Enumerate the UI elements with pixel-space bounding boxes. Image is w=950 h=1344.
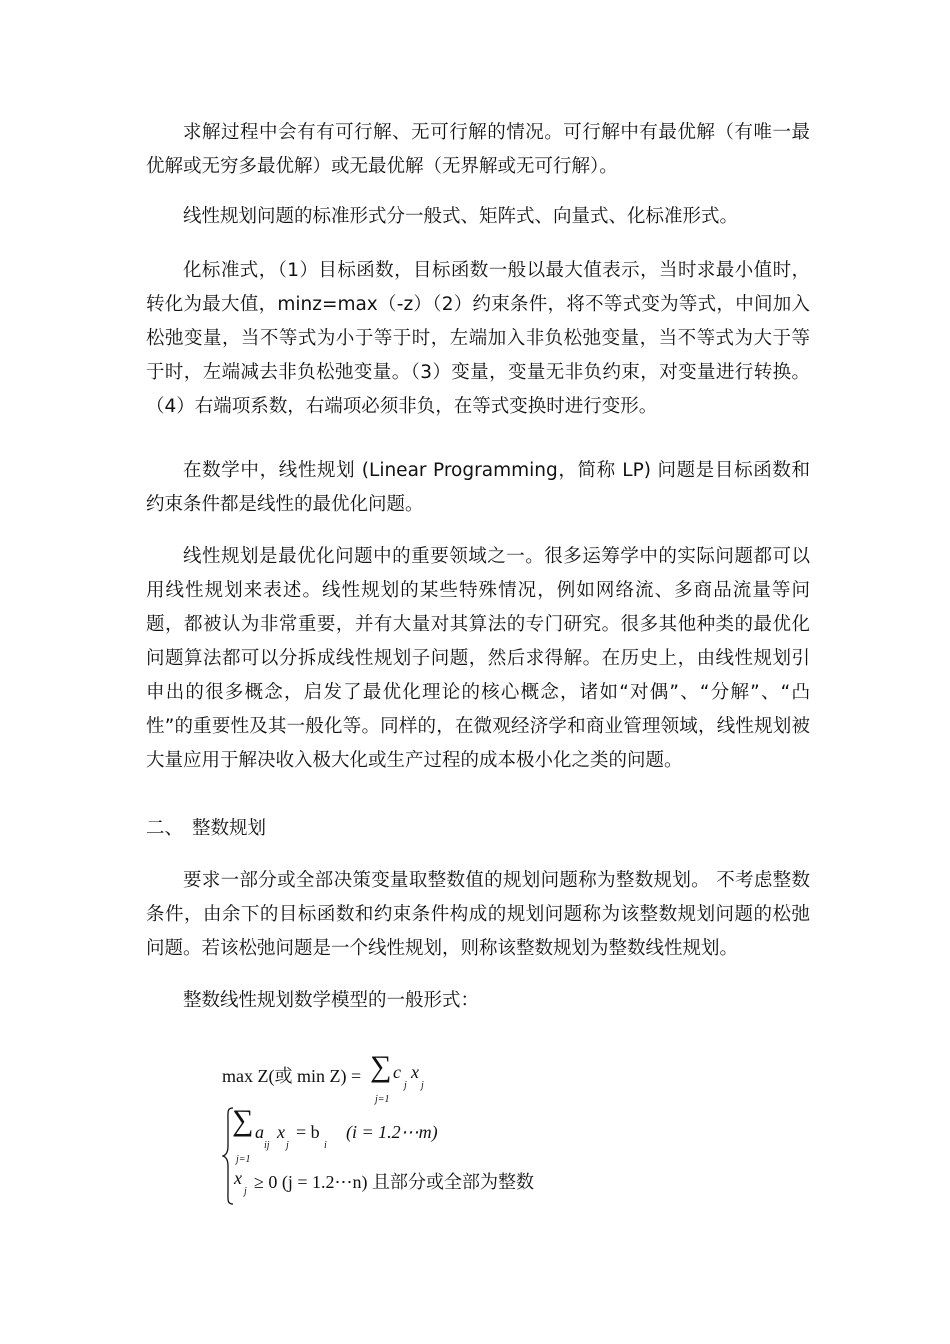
paragraph-standardization: 化标准式，（1）目标函数，目标函数一般以最大值表示，当时求最小值时，转化为最大值，minz=max（-z）（2）约束条件，将不等式变为等式，中间加入松弛变量，当不等式为小于等于时，左端加入非负松弛变量，当不等式为大于等于时，左端减去非负松弛变量。（3）变量，变量无非负约束，对变量进行转换。（4）右端项系数，右端项必须非负，在等式变换时进行变形。 <box>146 260 810 417</box>
formula-constraint-range: (i = 1.2⋯m) <box>346 1122 438 1142</box>
formula-x-constraint-sub: j <box>286 1140 289 1151</box>
formula-a-sub: ij <box>264 1140 270 1151</box>
formula-x-nonneg: x <box>234 1168 242 1188</box>
formula-c-sub: j <box>404 1080 407 1091</box>
paragraph-integer-programming: 要求一部分或全部决策变量取整数值的规划问题称为整数规划。 不考虑整数条件，由余下的目标函数和约束条件构成的规划问题称为该整数规划问题的松弛问题。若该松弛问题是一个线性规划，则称该整数规划为整数线性规划。 <box>146 870 810 959</box>
formula-a: a <box>255 1122 264 1142</box>
formula-c: c <box>393 1062 401 1082</box>
formula-x-nonneg-sub: j <box>244 1186 247 1197</box>
paragraph-standard-forms: 线性规划问题的标准形式分一般式、矩阵式、向量式、化标准形式。 <box>183 206 739 227</box>
formula-sum-lower-objective: j=1 <box>375 1094 390 1105</box>
formula-nonneg-integer: ≥ 0 (j = 1.2⋯n) 且部分或全部为整数 <box>254 1172 535 1192</box>
formula-sum-lower-constraint: j=1 <box>236 1154 251 1165</box>
paragraph-lp-importance: 线性规划是最优化问题中的重要领域之一。很多运筹学中的实际问题都可以用线性规划来表述。线性规划的某些特殊情况，例如网络流、多商品流量等问题，都被认为非常重要，并有大量对其算法的专门研究。很多其他种类的最优化问题算法都可以分拆成线性规划子问题，然后求得解。在历史上，由线性规划引申出的很多概念，启发了最优化理论的核心概念，诸如“对偶”、“分解”、“凸性”的重要性及其一般化等。同样的，在微观经济学和商业管理领域，线性规划被大量应用于解决收入极大化或生产过程的成本极小化之类的问题。 <box>146 546 810 771</box>
formula-sigma-objective: ∑ <box>370 1050 392 1083</box>
section-number: 二、 <box>146 818 184 839</box>
formula-x-objective: x <box>411 1062 419 1082</box>
integer-programming-formula <box>222 1050 642 1210</box>
paragraph-model-intro: 整数线性规划数学模型的一般形式： <box>183 990 480 1011</box>
section-title: 整数规划 <box>192 818 267 839</box>
section-heading <box>146 812 266 846</box>
formula-x-constraint: x <box>277 1122 285 1142</box>
paragraph-lp-definition: 在数学中，线性规划 (Linear Programming，简称 LP) 问题是目标函数和约束条件都是线性的最优化问题。 <box>146 460 810 515</box>
formula-equals-b: = b <box>296 1122 320 1142</box>
formula-sigma-constraint: ∑ <box>232 1104 254 1137</box>
paragraph-feasible-solutions: 求解过程中会有有可行解、无可行解的情况。可行解中有最优解（有唯一最优解或无穷多最优解）或无最优解（无界解或无可行解）。 <box>146 122 810 177</box>
formula-b-sub: i <box>324 1140 327 1151</box>
formula-objective-prefix: max Z(或 min Z) = <box>222 1066 362 1086</box>
formula-x-objective-sub: j <box>421 1080 424 1091</box>
